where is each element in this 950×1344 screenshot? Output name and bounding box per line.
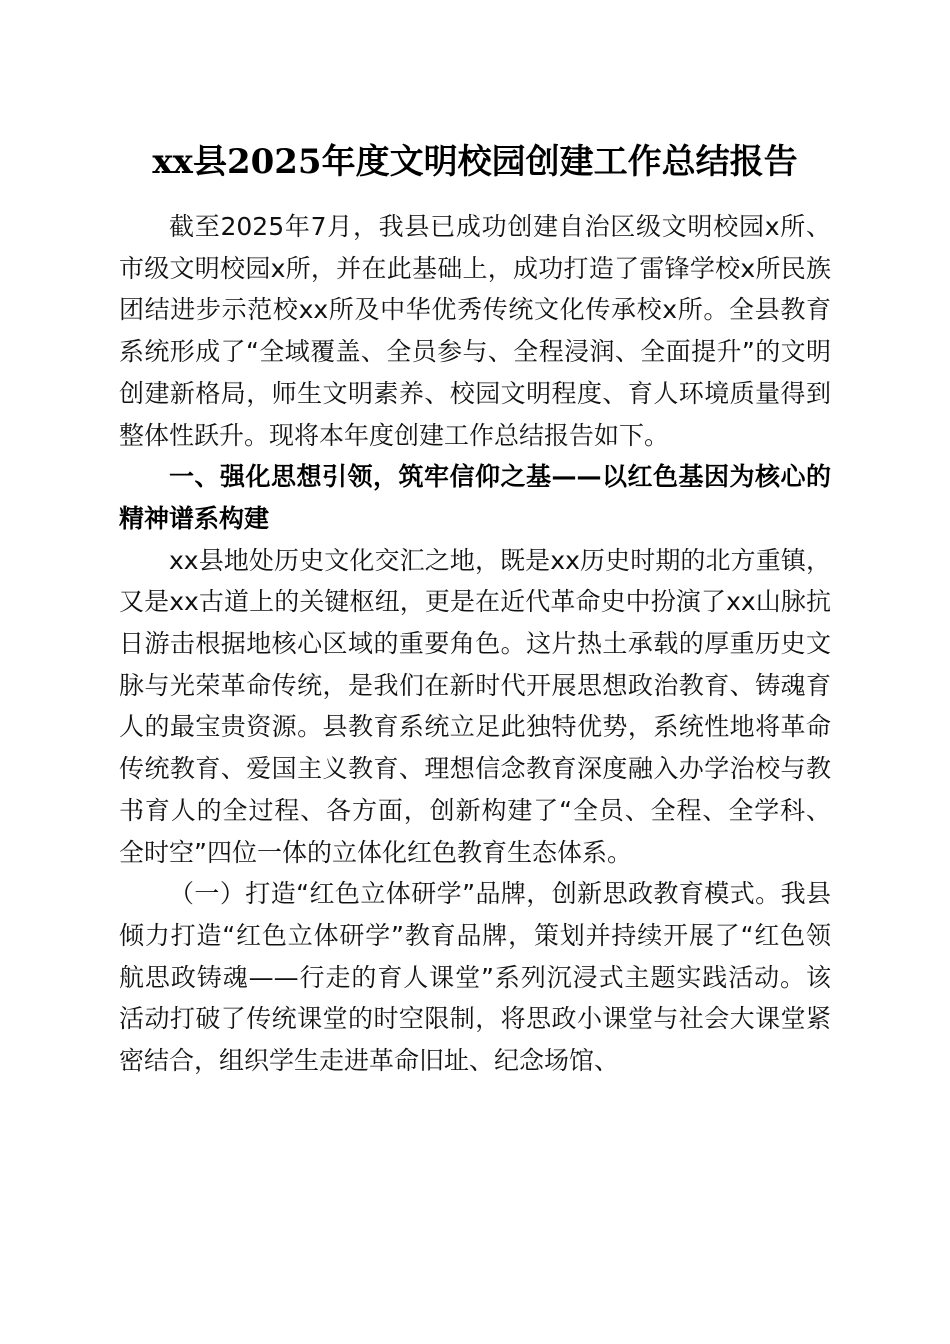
subsection-1-heading: （一）打造“红色立体研学”品牌，创新思政教育模式。 <box>169 879 781 909</box>
document-title: xx县2025年度文明校园创建工作总结报告 <box>152 142 798 182</box>
section-1-paragraph: xx县地处历史文化交汇之地，既是xx历史时期的北方重镇，又是xx古道上的关键枢纽，更是在近代革命史中扮演了xx山脉抗日游击根据地核心区域的重要角色。这片热土承载的厚重历史文脉与光荣革命传统，是我们在新时代开展思想政治教育、铸魂育人的最宝贵资源。县教育系统立足此独特优势，系统性地将革命传统教育、爱国主义教育、理想信念教育深度融入办学治校与教书育人的全过程、各方面，创新构建了“全员、全程、全学科、全时空”四位一体的立体化红色教育生态体系。 <box>119 545 831 867</box>
document-body <box>119 206 831 1082</box>
section-1-heading: 一、强化思想引领，筑牢信仰之基——以红色基因为核心的精神谱系构建 <box>119 462 831 533</box>
intro-paragraph: 截至2025年7月，我县已成功创建自治区级文明校园x所、市级文明校园x所，并在此基础上，成功打造了雷锋学校x所民族团结进步示范校xx所及中华优秀传统文化传承校x所。全县教育系统形成了“全域覆盖、全员参与、全程浸润、全面提升”的文明创建新格局，师生文明素养、校园文明程度、育人环境质量得到整体性跃升。现将本年度创建工作总结报告如下。 <box>119 212 831 450</box>
subsection-1-paragraph <box>119 873 831 1082</box>
subsection-1-body: 我县倾力打造“红色立体研学”教育品牌，策划并持续开展了“红色领航思政铸魂——行走的育人课堂”系列沉浸式主题实践活动。该活动打破了传统课堂的时空限制，将思政小课堂与社会大课堂紧密结合，组织学生走进革命旧址、纪念场馆、 <box>119 879 831 1076</box>
